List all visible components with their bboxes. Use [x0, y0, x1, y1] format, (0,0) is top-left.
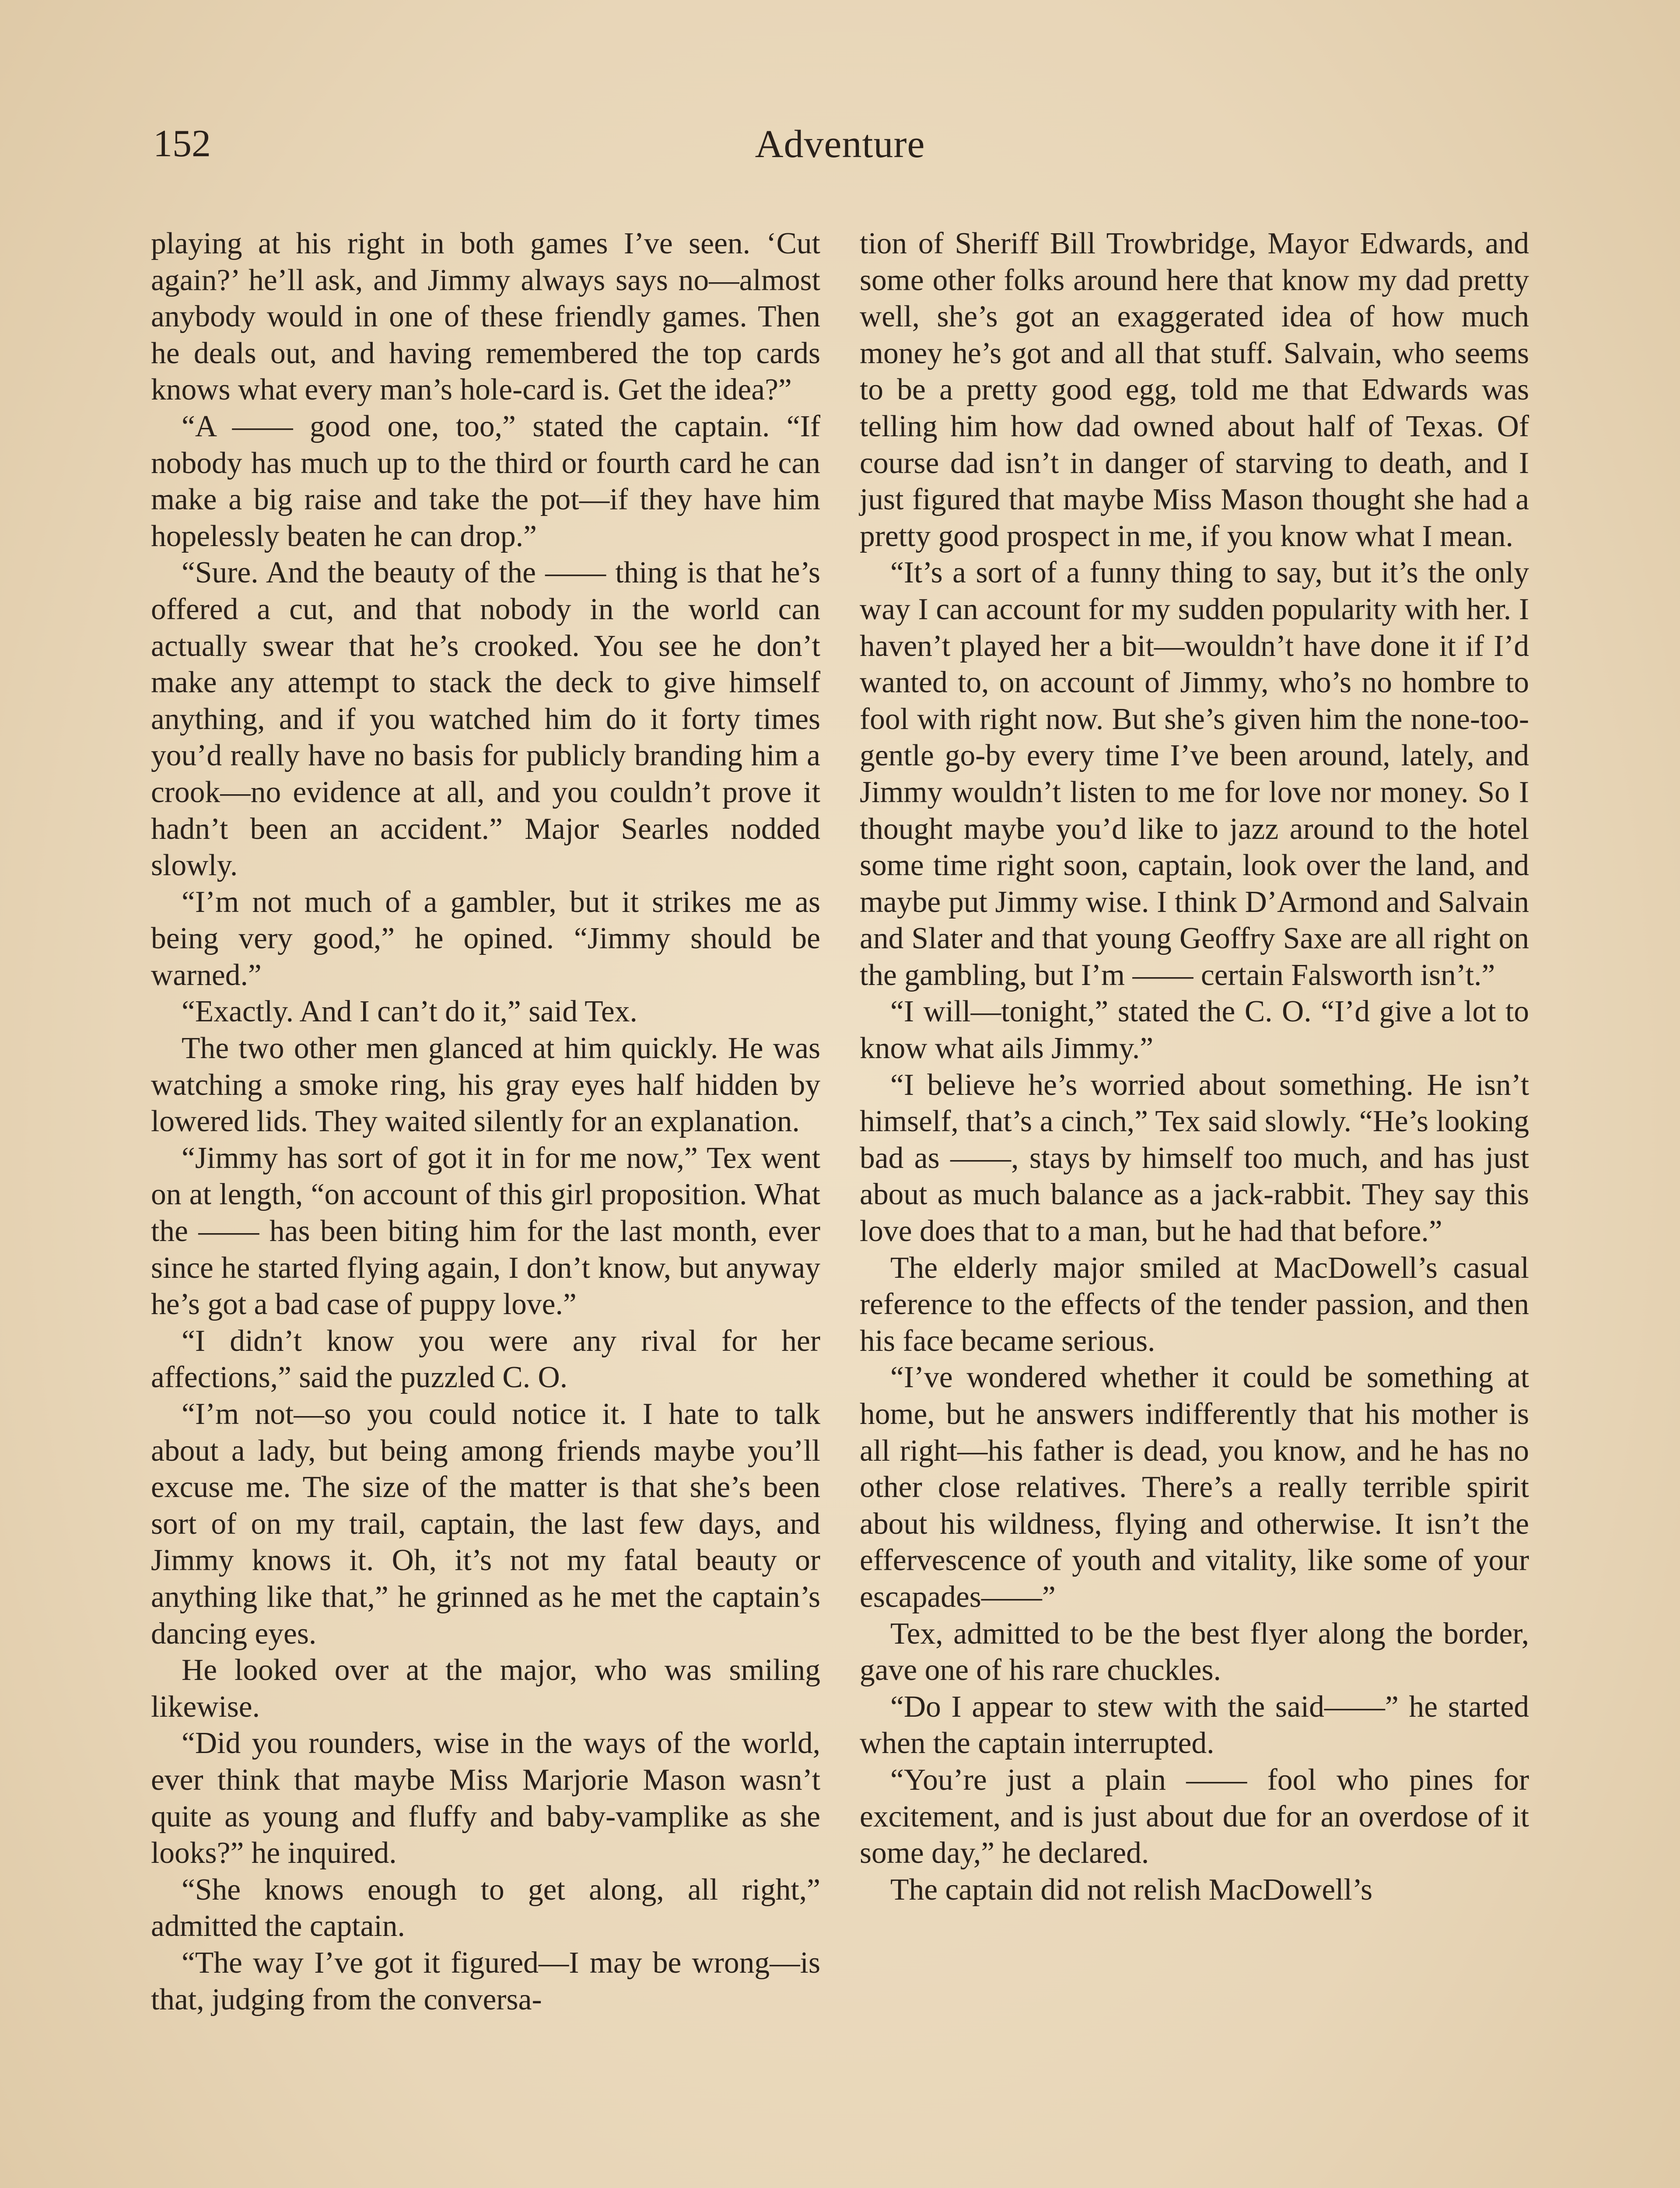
- paragraph: The two other men glanced at him quickly. He was watching a smoke ring, his gray eyes half hidden by lowered lids. They waited silently for an explanation.: [151, 1031, 820, 1139]
- paragraph: “Did you rounders, wise in the ways of the world, ever think that maybe Miss Marjorie Mason wasn’t quite as young and fluffy and baby-vamplike as she looks?” he inquired.: [151, 1726, 820, 1870]
- paragraph: “A —— good one, too,” stated the captain. “If nobody has much up to the third or fourth card he can make a big raise and take the pot—if they have him hopelessly beaten he can drop.”: [151, 409, 820, 553]
- paragraph: The captain did not relish MacDowell’s: [890, 1872, 1373, 1907]
- paragraph: “I’m not much of a gambler, but it strikes me as being very good,” he opined. “Jimmy should be warned.”: [151, 885, 820, 992]
- paragraph: “You’re just a plain —— fool who pines for excitement, and is just about due for an overdose of it some day,” he declared.: [860, 1763, 1529, 1870]
- paragraph: “Do I appear to stew with the said——” he started when the captain interrupted.: [860, 1690, 1529, 1760]
- paragraph: The elderly major smiled at MacDowell’s casual reference to the effects of the tender passion, and then his face became serious.: [860, 1251, 1529, 1358]
- paragraph: “I’ve wondered whether it could be something at home, but he answers indifferently that his mother is all right—his father is dead, you know, and he has no other close relatives. There’s a really terrible spirit about his wildness, flying and otherwise. It isn’t the effervescence of youth and vitality, like some of your escapades——”: [860, 1360, 1529, 1614]
- right-column: [860, 225, 1529, 1908]
- paragraph: “I believe he’s worried about something. He isn’t himself, that’s a cinch,” Tex said slowly. “He’s looking bad as ——, stays by himself too much, and has just about as much balance as a jack-rabbit. They say this love does that to a man, but he had that before.”: [860, 1068, 1529, 1248]
- paragraph: “She knows enough to get along, all right,” admitted the captain.: [151, 1872, 820, 1943]
- paragraph: “Jimmy has sort of got it in for me now,” Tex went on at length, “on account of this girl proposition. What the —— has been biting him for the last month, ever since he started flying again, I don’t know, but anyway he’s got a bad case of puppy love.”: [151, 1141, 820, 1322]
- paragraph: tion of Sheriff Bill Trowbridge, Mayor Edwards, and some other folks around here that know my dad pretty well, she’s got an exaggerated idea of how much money he’s got and all that stuff. Salvain, who seems to be a pretty good egg, told me that Edwards was telling him how dad owned about half of Texas. Of course dad isn’t in danger of starving to death, and I just figured that maybe Miss Mason thought she had a pretty good prospect in me, if you know what I mean.: [860, 227, 1529, 553]
- paragraph: playing at his right in both games I’ve seen. ‘Cut again?’ he’ll ask, and Jimmy always says no—almost anybody would in one of these friendly games. Then he deals out, and having remembered the top cards knows what every man’s hole-card is. Get the idea?”: [151, 227, 820, 407]
- running-head-title: Adventure: [755, 123, 925, 166]
- paragraph: “The way I’ve got it figured—I may be wrong—is that, judging from the conversa-: [151, 1946, 820, 2016]
- paragraph: “It’s a sort of a funny thing to say, but it’s the only way I can account for my sudden popularity with her. I haven’t played her a bit—wouldn’t have done it if I’d wanted to, on account of Jimmy, who’s no hombre to fool with right now. But she’s given him the none-too-gentle go-by every time I’ve been around, lately, and Jimmy wouldn’t listen to me for love nor money. So I thought maybe you’d like to jazz around to the hotel some time right soon, captain, look over the land, and maybe put Jimmy wise. I think D’Armond and Salvain and Slater and that young Geoffry Saxe are all right on the gambling, but I’m —— certain Falsworth isn’t.”: [860, 556, 1529, 992]
- paragraph: “I will—tonight,” stated the C. O. “I’d give a lot to know what ails Jimmy.”: [860, 995, 1529, 1066]
- paragraph: “Sure. And the beauty of the —— thing is that he’s offered a cut, and that nobody in the world can actually swear that he’s crooked. You see he don’t make any attempt to stack the deck to give himself anything, and if you watched him do it forty times you’d really have no basis for publicly branding him a crook—no evidence at all, and you couldn’t prove it hadn’t been an accident.” Major Searles nodded slowly.: [151, 556, 820, 883]
- left-column: [151, 225, 820, 2018]
- page-number: 152: [153, 123, 211, 165]
- paragraph: “I didn’t know you were any rival for her affections,” said the puzzled C. O.: [151, 1324, 820, 1395]
- paragraph: “Exactly. And I can’t do it,” said Tex.: [182, 995, 637, 1029]
- paragraph: Tex, admitted to be the best flyer along the border, gave one of his rare chuckles.: [860, 1616, 1529, 1687]
- paragraph: He looked over at the major, who was smiling likewise.: [151, 1653, 820, 1724]
- paragraph: “I’m not—so you could notice it. I hate to talk about a lady, but being among friends maybe you’ll excuse me. The size of the matter is that she’s been sort of on my trail, captain, the last few days, and Jimmy knows it. Oh, it’s not my fatal beauty or anything like that,” he grinned as he met the captain’s dancing eyes.: [151, 1397, 820, 1651]
